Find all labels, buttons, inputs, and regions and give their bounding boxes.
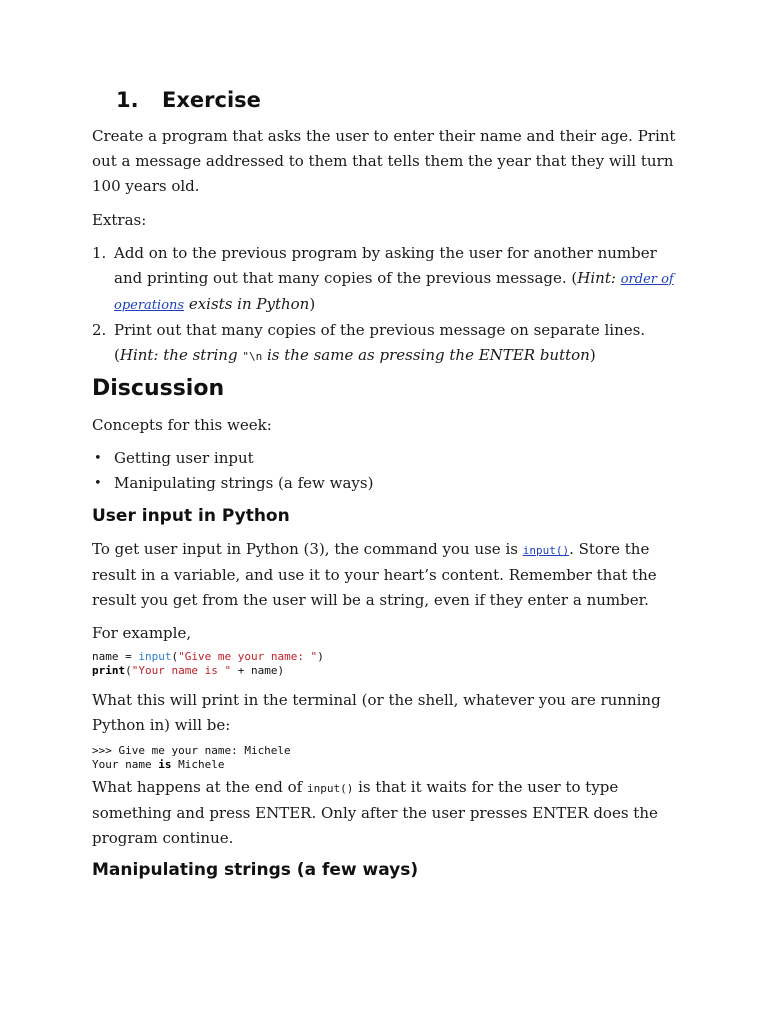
user-input-heading: User input in Python <box>92 506 290 526</box>
list-item <box>92 241 692 318</box>
terminal-paragraph: What this will print in the terminal (or the shell, whatever you are running Python in) will be: <box>92 691 661 734</box>
code-block <box>92 650 324 678</box>
bullet-icon: • <box>94 451 102 466</box>
extra-line: Add on to the previous program by asking the user for another number <box>114 244 657 262</box>
extra-line: (Hint: the string "\n is the same as pressing the ENTER button) <box>114 346 596 364</box>
exercise-heading <box>116 88 261 112</box>
end-paragraph: What happens at the end of input() is that it waits for the user to type something and press ENTER. Only after the user presses ENTER does the program continue. <box>92 778 658 847</box>
order-of-operations-link[interactable]: operations <box>114 298 185 313</box>
list-item: • Getting user input <box>92 446 692 471</box>
exercise-intro <box>92 124 692 199</box>
extras-list <box>92 241 692 369</box>
input-function-link[interactable]: input() <box>522 544 570 557</box>
list-marker: 2. <box>92 321 107 339</box>
exercise-title: Exercise <box>162 88 261 112</box>
extra-line: Print out that many copies of the previous message on separate lines. <box>114 321 646 339</box>
list-item: • Manipulating strings (a few ways) <box>92 471 692 496</box>
concepts-label: Concepts for this week: <box>92 416 272 434</box>
extra-line: operations exists in Python) <box>114 295 316 313</box>
inline-code: "\n <box>242 350 263 363</box>
code-line: name = input("Give me your name: ") <box>92 650 324 663</box>
intro-line: 100 years old. <box>92 177 200 195</box>
user-input-paragraph: To get user input in Python (3), the command you use is input(). Store the result in a variable, and use it to your heart’s content. Remember that the result you get from the user will be a string, even if they enter a number. <box>92 540 657 609</box>
concepts-list <box>92 446 692 496</box>
exercise-number: 1. <box>116 88 139 112</box>
hint-label: Hint: <box>577 269 616 287</box>
intro-line: out a message addressed to them that tells them the year that they will turn <box>92 152 674 170</box>
order-of-operations-link[interactable]: order of <box>620 272 674 287</box>
list-item <box>92 318 692 369</box>
hint-label: Hint: <box>119 346 159 364</box>
code-line: print("Your name is " + name) <box>92 664 285 677</box>
bullet-icon: • <box>94 476 102 491</box>
output-line: Your name is Michele <box>92 758 225 771</box>
extra-line: and printing out that many copies of the previous message. (Hint: order of <box>114 269 674 287</box>
inline-code: input() <box>306 782 354 795</box>
example-label: For example, <box>92 624 192 642</box>
manipulating-strings-heading: Manipulating strings (a few ways) <box>92 860 419 880</box>
discussion-heading: Discussion <box>92 376 225 401</box>
extras-label: Extras: <box>92 211 147 229</box>
intro-line: Create a program that asks the user to enter their name and their age. Print <box>92 127 676 145</box>
list-marker: 1. <box>92 244 107 262</box>
output-line: >>> Give me your name: Michele <box>92 744 291 757</box>
output-block <box>92 744 291 772</box>
